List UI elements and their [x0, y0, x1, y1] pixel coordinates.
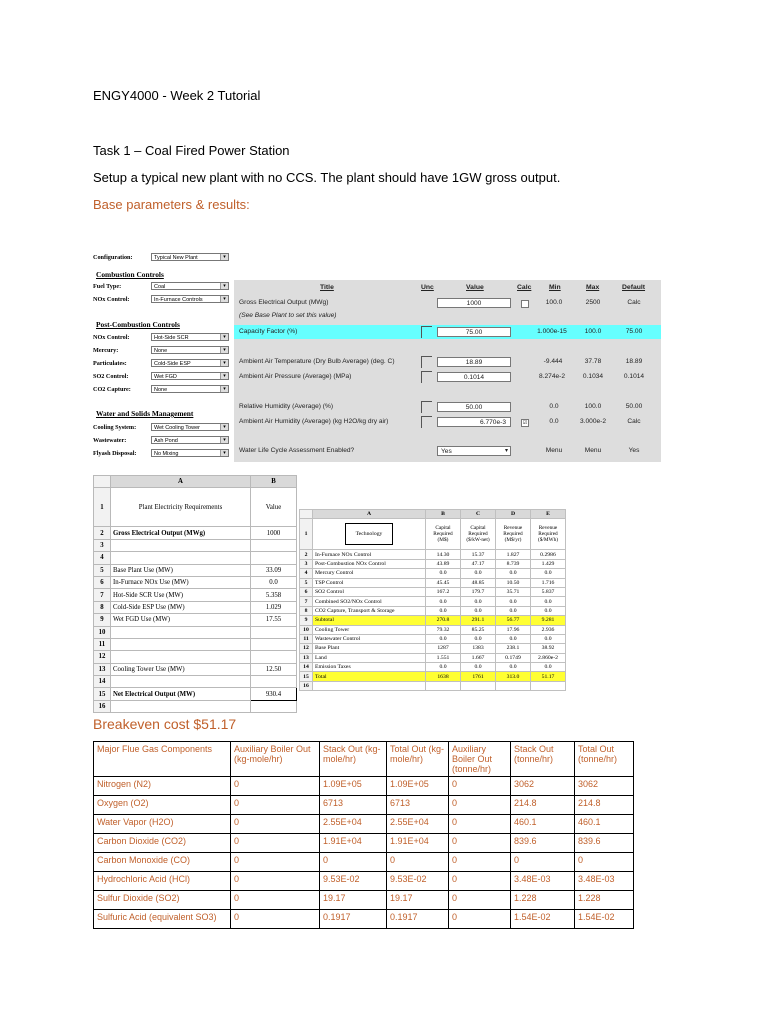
- param-row: Gross Electrical Output (MWg) 1000 100.0 2500 Calc: [239, 299, 641, 307]
- table-row: Water Vapor (H2O) 0 2.55E+04 2.55E+04 0 460.1 460.1: [94, 815, 634, 834]
- post-nox-select[interactable]: Hot-Side SCR ▾: [151, 333, 229, 341]
- water-lca-select[interactable]: Yes ▾: [437, 446, 511, 456]
- table-row: 1 Technology Capital Required (M$) Capital Required ($/kW-net) Revenue Required (M$/yr) Revenue Required ($/MWh): [300, 519, 566, 550]
- table-row: 12: [94, 651, 297, 663]
- calc-checkbox[interactable]: [521, 300, 529, 308]
- table-row: 13 Land 1.551 1.667 0.1749 2.860e-2: [300, 653, 566, 662]
- flue-gas-table: [93, 741, 634, 929]
- column-header-a: A: [313, 510, 426, 519]
- table-row: 16: [94, 700, 297, 712]
- uncertainty-button[interactable]: [421, 401, 432, 413]
- table-row: 5 TSP Control 45.45 48.85 10.50 1.716: [300, 578, 566, 587]
- table-row: 7 Hot-Side SCR Use (MW) 5.358: [94, 589, 297, 601]
- value-field[interactable]: 1000: [437, 298, 511, 308]
- param-row: Water Life Cycle Assessment Enabled? Yes ▾ Menu Menu Yes: [239, 447, 640, 455]
- table-row: Oxygen (O2) 0 6713 6713 0 214.8 214.8: [94, 796, 634, 815]
- table-row: 2 Gross Electrical Output (MWg) 1000: [94, 527, 297, 539]
- so2-label: SO2 Control:: [93, 372, 129, 380]
- table-row: 1 Plant Electricity Requirements Value: [94, 488, 297, 527]
- task-title: Task 1 – Coal Fired Power Station: [93, 143, 290, 158]
- chevron-down-icon: ▾: [220, 424, 228, 430]
- table-row: 10: [94, 626, 297, 638]
- uncertainty-button[interactable]: [421, 416, 432, 428]
- task-instruction: Setup a typical new plant with no CCS. The plant should have 1GW gross output.: [93, 170, 561, 185]
- co2-select[interactable]: None ▾: [151, 385, 229, 393]
- flyash-label: Flyash Disposal:: [93, 449, 137, 457]
- configuration-label: Configuration:: [93, 253, 133, 261]
- table-row: 16: [300, 681, 566, 690]
- cost-table: [299, 509, 566, 691]
- wastewater-select[interactable]: Ash Pond ▾: [151, 436, 229, 444]
- table-row: 3 Post-Combustion NOx Control 43.89 47.17 8.739 1.429: [300, 559, 566, 568]
- chevron-down-icon: ▾: [504, 448, 508, 454]
- table-row: Nitrogen (N2) 0 1.09E+05 1.09E+05 0 3062 3062: [94, 777, 634, 796]
- total-row: 15 Total 1638 1761 313.0 51.17: [300, 672, 566, 681]
- wastewater-label: Wastewater:: [93, 436, 127, 444]
- table-row: 15 Net Electrical Output (MW) 930.4: [94, 688, 297, 700]
- chevron-down-icon: ▾: [220, 347, 228, 353]
- table-row: 4: [94, 552, 297, 564]
- column-header-c: C: [461, 510, 496, 519]
- chevron-down-icon: ▾: [220, 373, 228, 379]
- cooling-select[interactable]: Wet Cooling Tower ▾: [151, 423, 229, 431]
- param-row: Relative Humidity (Average) (%) 50.00 0.0 100.0 50.00: [239, 403, 643, 411]
- config-panel: [93, 248, 235, 463]
- calc-checkbox[interactable]: ☑: [522, 420, 528, 426]
- value-field[interactable]: 18.89: [437, 357, 511, 367]
- fuel-select[interactable]: Coal ▾: [151, 282, 229, 290]
- value-field[interactable]: 6.770e-3: [437, 417, 511, 427]
- table-row: Sulfur Dioxide (SO2) 0 19.17 19.17 0 1.228 1.228: [94, 891, 634, 910]
- table-row: 4 Mercury Control 0.0 0.0 0.0 0.0: [300, 569, 566, 578]
- table-row: 6 SO2 Control 167.2 179.7 35.71 5.837: [300, 587, 566, 596]
- header-title: Title: [320, 284, 334, 291]
- table-row: Sulfuric Acid (equivalent SO3) 0 0.1917 0.1917 0 1.54E-02 1.54E-02: [94, 910, 634, 929]
- column-header-d: D: [496, 510, 531, 519]
- cooling-label: Cooling System:: [93, 423, 137, 431]
- base-heading: Base parameters & results:: [93, 197, 250, 212]
- table-row: 11 Wastewater Control 0.0 0.0 0.0 0.0: [300, 634, 566, 643]
- param-row: Capacity Factor (%) 75.00 1.000e-15 100.0 75.00: [234, 325, 661, 339]
- water-heading: Water and Solids Management: [96, 409, 194, 418]
- column-header-e: E: [531, 510, 566, 519]
- table-row: 6 In-Furnace NOx Use (MW) 0.0: [94, 576, 297, 588]
- particulates-select[interactable]: Cold-Side ESP ▾: [151, 359, 229, 367]
- column-header-a: A: [111, 476, 251, 488]
- chevron-down-icon: ▾: [220, 386, 228, 392]
- value-field[interactable]: 50.00: [437, 402, 511, 412]
- param-row: Ambient Air Humidity (Average) (kg H2O/kg dry air) 6.770e-3 ☑ 0.0 3.000e-2 Calc: [239, 418, 641, 426]
- table-row: 3: [94, 539, 297, 551]
- header-min: Min: [549, 284, 561, 291]
- header-calc: Calc: [517, 284, 532, 291]
- subtotal-row: 9 Subtotal 270.8 291.1 56.77 9.281: [300, 616, 566, 625]
- header-unc: Unc: [421, 284, 434, 291]
- nox-label: NOx Control:: [93, 295, 130, 303]
- param-row: Ambient Air Pressure (Average) (MPa) 0.1014 8.274e-2 0.1034 0.1014: [239, 373, 645, 381]
- table-row: 13 Cooling Tower Use (MW) 12.50: [94, 663, 297, 675]
- table-row: 12 Base Plant 1287 1383 238.1 38.92: [300, 644, 566, 653]
- column-header-b: B: [251, 476, 297, 488]
- chevron-down-icon: ▾: [220, 296, 228, 302]
- table-header: [300, 510, 566, 519]
- configuration-select[interactable]: Typical New Plant ▾: [151, 253, 229, 261]
- table-row: 9 Wet FGD Use (MW) 17.55: [94, 614, 297, 626]
- table-row: 8 Cold-Side ESP Use (MW) 1.029: [94, 601, 297, 613]
- mercury-select[interactable]: None ▾: [151, 346, 229, 354]
- table-row: 14 Emission Taxes 0.0 0.0 0.0 0.0: [300, 663, 566, 672]
- header-default: Default: [622, 284, 646, 291]
- table-header: [94, 476, 297, 488]
- uncertainty-button[interactable]: [421, 356, 432, 368]
- electricity-requirements-table: [93, 475, 297, 713]
- table-row: 11: [94, 638, 297, 650]
- breakeven-heading: Breakeven cost $51.17: [93, 716, 237, 732]
- table-row: Hydrochloric Acid (HCl) 0 9.53E-02 9.53E-02 0 3.48E-03 3.48E-03: [94, 872, 634, 891]
- table-row: 5 Base Plant Use (MW) 33.09: [94, 564, 297, 576]
- post-combustion-heading: Post-Combustion Controls: [96, 320, 180, 329]
- chevron-down-icon: ▾: [220, 450, 228, 456]
- chevron-down-icon: ▾: [220, 437, 228, 443]
- so2-select[interactable]: Wet FGD ▾: [151, 372, 229, 380]
- nox-select[interactable]: In-Furnace Controls ▾: [151, 295, 229, 303]
- combustion-heading: Combustion Controls: [96, 270, 164, 279]
- table-header: Major Flue Gas Components Auxiliary Boiler Out (kg-mole/hr) Stack Out (kg-mole/hr) Total Out (kg-mole/hr) Auxiliary Boiler Out (tonne/hr) Stack Out (tonne/hr) Total Out (tonne/hr): [94, 742, 634, 777]
- flyash-select[interactable]: No Mixing ▾: [151, 449, 229, 457]
- column-header-b: B: [426, 510, 461, 519]
- table-row: 10 Cooling Tower 79.32 85.25 17.96 2.936: [300, 625, 566, 634]
- header-value: Value: [466, 284, 484, 291]
- fuel-label: Fuel Type:: [93, 282, 122, 290]
- table-row: 2 In-Furnace NOx Control 14.30 15.37 1.827 0.2986: [300, 550, 566, 559]
- value-field[interactable]: 0.1014: [437, 372, 511, 382]
- table-row: Carbon Monoxide (CO) 0 0 0 0 0 0: [94, 853, 634, 872]
- uncertainty-button[interactable]: [421, 326, 432, 338]
- uncertainty-button[interactable]: [421, 371, 432, 383]
- table-row: 8 CO2 Capture, Transport & Storage 0.0 0.0 0.0 0.0: [300, 606, 566, 615]
- table-row: 7 Combined SO2/NOx Control 0.0 0.0 0.0 0.0: [300, 597, 566, 606]
- co2-label: CO2 Capture:: [93, 385, 131, 393]
- table-row: 14: [94, 676, 297, 688]
- param-row: Ambient Air Temperature (Dry Bulb Average) (deg. C) 18.89 -9.444 37.78 18.89: [239, 358, 643, 366]
- mercury-label: Mercury:: [93, 346, 119, 354]
- parameters-panel: [234, 280, 661, 462]
- chevron-down-icon: ▾: [220, 254, 228, 260]
- value-field[interactable]: 75.00: [437, 327, 511, 337]
- table-row: Carbon Dioxide (CO2) 0 1.91E+04 1.91E+04 0 839.6 839.6: [94, 834, 634, 853]
- particulates-label: Particulates:: [93, 359, 127, 367]
- chevron-down-icon: ▾: [220, 360, 228, 366]
- header-max: Max: [586, 284, 600, 291]
- course-title: ENGY4000 - Week 2 Tutorial: [93, 88, 261, 103]
- chevron-down-icon: ▾: [220, 283, 228, 289]
- chevron-down-icon: ▾: [220, 334, 228, 340]
- post-nox-label: NOx Control:: [93, 333, 130, 341]
- param-note: (See Base Plant to set this value): [239, 312, 337, 319]
